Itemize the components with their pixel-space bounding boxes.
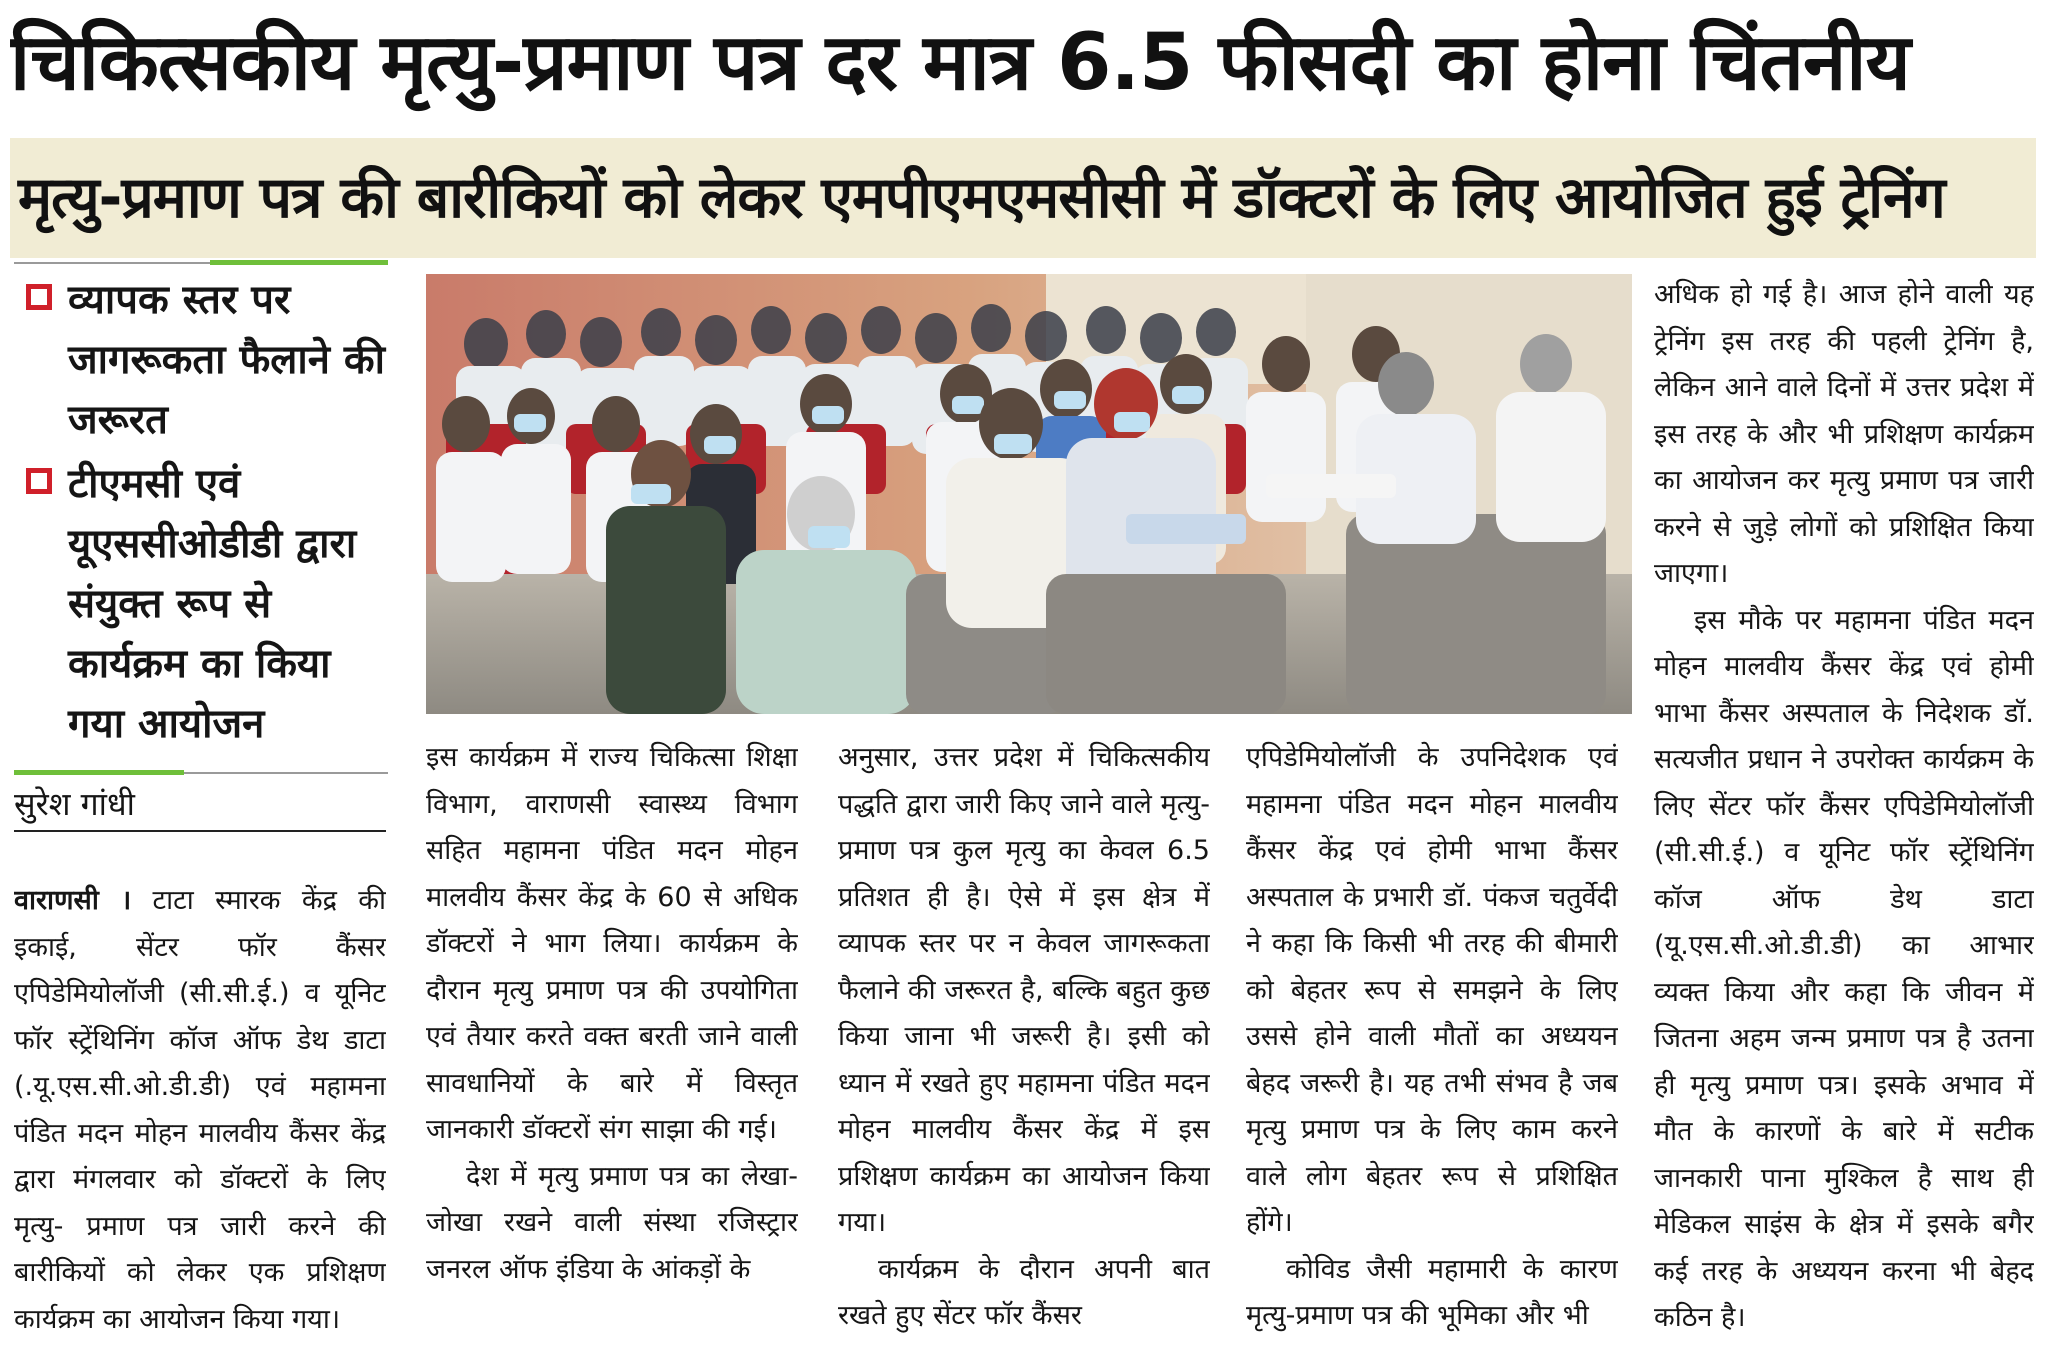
highlight-top-rule — [210, 260, 388, 265]
body-column-3 — [838, 735, 1210, 1355]
highlight-text: व्यापक स्तर पर जागरूकता फैलाने की जरूरत — [68, 277, 385, 443]
subheadline: मृत्यु-प्रमाण पत्र की बारीकियों को लेकर एमपीएमएमसीसी में डॉक्टरों के लिए आयोजित हुई ट्रेनिंग — [10, 138, 2036, 258]
paragraph: इस कार्यक्रम में राज्य चिकित्सा शिक्षा विभाग, वाराणसी स्वास्थ्य विभाग सहित महामना पंडित मदन मोहन मालवीय कैंसर केंद्र के 60 से अधिक डॉक्टरों ने भाग लिया। कार्यक्रम के दौरान मृत्यु प्रमाण पत्र की उपयोगिता एवं तैयार करते वक्त बरती जाने वाली सावधानियों के बारे में विस्तृत जानकारी डॉक्टरों संग साझा की गई। — [426, 742, 798, 1145]
headline: चिकित्सकीय मृत्यु-प्रमाण पत्र दर मात्र 6.5 फीसदी का होना चिंतनीय — [10, 18, 1910, 108]
paragraph: इस मौके पर महामना पंडित मदन मोहन मालवीय कैंसर केंद्र एवं होमी भाभा कैंसर अस्पताल के निदेशक डॉ. सत्यजीत प्रधान ने उपरोक्त कार्यक्रम के लिए सेंटर फॉर कैंसर एपिडेमियोलॉजी (सी.सी.ई.) व यूनिट फॉर स्ट्रेंथिनिंग कॉज ऑफ डेथ डाटा (यू.एस.सी.ओ.डी.डी) का आभार व्यक्त किया और कहा कि जीवन में जितना अहम जन्म प्रमाण पत्र है उतना ही मृत्यु प्रमाण पत्र। इसके अभाव में मौत के कारणों के बारे में सटीक जानकारी पाना मुश्किल है साथ ही मेडिकल साइंस के क्षेत्र में इसके बगैर कई तरह के अध्ययन करना भी बेहद कठिन है। — [1654, 604, 2034, 1333]
highlight-top-rule-gray — [14, 262, 210, 264]
paragraph: अनुसार, उत्तर प्रदेश में चिकित्सकीय पद्धति द्वारा जारी किए जाने वाले मृत्यु-प्रमाण पत्र कुल मृत्यु का केवल 6.5 प्रतिशत ही है। ऐसे में इस क्षेत्र में व्यापक स्तर पर न केवल जागरूकता फैलाने की जरूरत है, बल्कि बहुत कुछ किया जाना भी जरूरी है। इसी को ध्यान में रखते हुए महामना पंडित मदन मोहन मालवीय कैंसर केंद्र में इस प्रशिक्षण कार्यक्रम का आयोजन किया गया। — [838, 742, 1210, 1238]
body-column-1 — [14, 878, 386, 1356]
checkbox-bullet-icon — [26, 284, 52, 310]
highlight-text: टीएमसी एवं यूएससीओडीडी द्वारा संयुक्त रूप से कार्यक्रम का किया गया आयोजन — [68, 461, 357, 747]
highlight-item — [20, 454, 390, 754]
event-photo — [426, 274, 1632, 714]
highlight-item — [20, 270, 390, 450]
byline: सुरेश गांधी — [14, 785, 135, 823]
byline-rule — [14, 830, 386, 832]
byline-top-rule — [14, 770, 184, 775]
paragraph: कार्यक्रम के दौरान अपनी बात रखते हुए सेंटर फॉर कैंसर — [838, 1253, 1210, 1331]
column-text: टाटा स्मारक केंद्र की इकाई, सेंटर फॉर कैंसर एपिडेमियोलॉजी (सी.सी.ई.) व यूनिट फॉर स्ट्रेंथिनिंग कॉज ऑफ डेथ डाटा (.यू.एस.सी.ओ.डी.डी) एवं महामना पंडित मदन मोहन मालवीय कैंसर केंद्र द्वारा मंगलवार को डॉक्टरों के लिए मृत्यु- प्रमाण पत्र जारी करने की बारीकियों को लेकर एक प्रशिक्षण कार्यक्रम का आयोजन किया गया। — [14, 885, 386, 1335]
paragraph: कोविड जैसी महामारी के कारण मृत्यु-प्रमाण पत्र की भूमिका और भी — [1246, 1253, 1618, 1331]
body-column-2 — [426, 735, 798, 1355]
checkbox-bullet-icon — [26, 468, 52, 494]
paragraph: देश में मृत्यु प्रमाण पत्र का लेखा-जोखा रखने वाली संस्था रजिस्ट्रार जनरल ऑफ इंडिया के आंकड़ों के — [426, 1160, 798, 1285]
paragraph: अधिक हो गई है। आज होने वाली यह ट्रेनिंग इस तरह की पहली ट्रेनिंग है, लेकिन आने वाले दिनों में उत्तर प्रदेश में इस तरह के और भी प्रशिक्षण कार्यक्रम का आयोजन कर मृत्यु प्रमाण पत्र जारी करने से जुड़े लोगों को प्रशिक्षित किया जाएगा। — [1654, 279, 2034, 589]
body-column-5 — [1654, 272, 2034, 1357]
paragraph: एपिडेमियोलॉजी के उपनिदेशक एवं महामना पंडित मदन मोहन मालवीय कैंसर केंद्र एवं होमी भाभा कैंसर अस्पताल के प्रभारी डॉ. पंकज चतुर्वेदी ने कहा कि किसी भी तरह की बीमारी को बेहतर रूप से समझने के लिए उससे होने वाली मौतों का अध्ययन बेहद जरूरी है। यह तभी संभव है जब मृत्यु प्रमाण पत्र के लिए काम करने वाले लोग बेहतर रूप से प्रशिक्षित होंगे। — [1246, 742, 1618, 1238]
highlights-box — [20, 270, 390, 758]
body-column-4 — [1246, 735, 1618, 1355]
byline-top-rule-gray — [184, 772, 388, 774]
dateline: वाराणसी । — [14, 885, 132, 916]
event-photo-illustration — [426, 274, 1632, 714]
